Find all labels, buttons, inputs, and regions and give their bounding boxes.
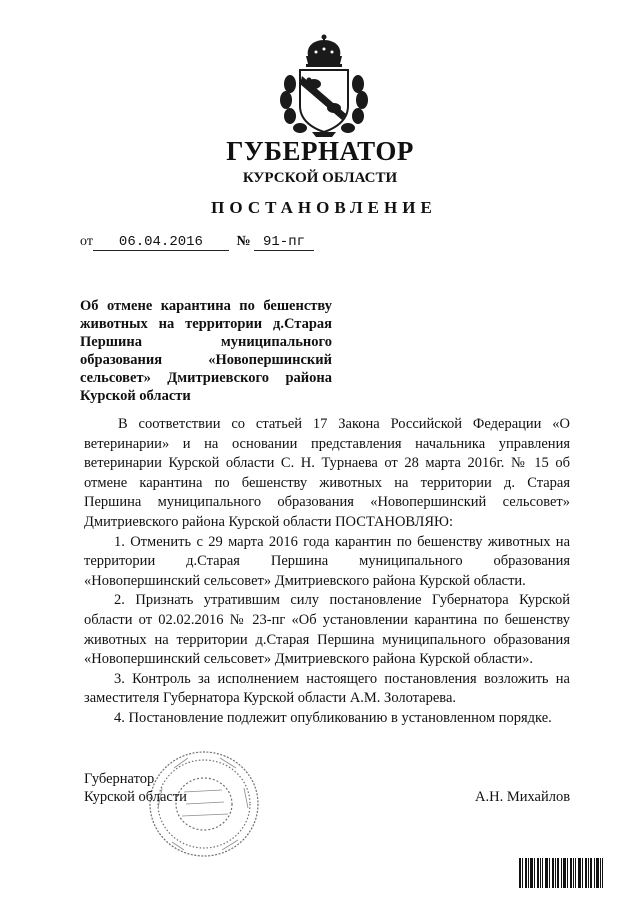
body-line: 4. Постановление подлежит опубликованию в установленном порядке. <box>114 709 552 726</box>
body-line: В соответствии со статьей 17 Закона Российской Федерации «О <box>118 416 570 432</box>
signatory-title-line: Губернатор <box>84 771 155 787</box>
signatory-title <box>84 770 187 806</box>
body-line: области от 02.02.2016 № 23-пг «Об установлении карантина по бешенству <box>84 611 570 628</box>
subject-line: образования «Новопершинский <box>80 352 332 368</box>
item-2-paragraph <box>84 591 570 669</box>
body-line: заместителя Губернатора Курской области А.М. Золотарева. <box>84 690 457 707</box>
subject-line: Першина муниципального <box>80 334 332 350</box>
document-authority-heading: ГУБЕРНАТОР <box>226 136 414 166</box>
body-line: Першина муниципального образования «Новопершинский сельсовет» <box>84 494 570 511</box>
item-4-paragraph <box>84 709 570 729</box>
date-prefix: от <box>80 234 93 249</box>
preamble-paragraph <box>84 415 570 533</box>
signatory-name: А.Н. Михайлов <box>475 789 571 805</box>
document-region-heading: КУРСКОЙ ОБЛАСТИ <box>242 170 398 186</box>
item-1-paragraph <box>84 533 570 592</box>
body-line: 1. Отменить с 29 марта 2016 года карантин по бешенству животных на <box>114 533 570 550</box>
document-type-heading: ПОСТАНОВЛЕНИЕ <box>211 198 437 217</box>
item-3-paragraph <box>84 670 570 709</box>
body-line: ветеринарии Курской области С. Н. Турнаева от 28 марта 2016г. № 15 об <box>84 455 570 472</box>
body-line: «Новопершинский сельсовет» Дмитриевского района Курской области». <box>84 651 534 668</box>
subject-line: животных на территории д.Старая <box>80 316 332 332</box>
date-number-line <box>80 234 314 251</box>
coat-of-arms-emblem <box>276 34 372 138</box>
body-line: 2. Признать утратившим силу постановление Губернатора Курской <box>114 592 570 609</box>
document-barcode <box>519 858 603 888</box>
number-prefix: № <box>236 234 251 249</box>
subject-line: Об отмене карантина по бешенству <box>80 298 332 314</box>
body-line: 3. Контроль за исполнением настоящего постановления возложить на <box>114 670 570 687</box>
signatory-title-line: Курской области <box>84 789 187 805</box>
subject-line: Курской области <box>80 388 191 404</box>
body-line: животных на территории д.Старая Першина муниципального образования <box>84 631 570 648</box>
body-line: отмене карантина по бешенству животных на территории д. Старая <box>84 474 570 491</box>
subject-line: сельсовет» Дмитриевского района <box>80 370 332 386</box>
decree-number: 91-пг <box>254 234 314 251</box>
body-line: территории д.Старая Першина муниципального образования <box>84 553 570 570</box>
body-line: ветеринарии» и на основании представления начальника управления <box>84 435 570 452</box>
body-line: Дмитриевского района Курской области ПОСТАНОВЛЯЮ: <box>84 513 453 530</box>
decree-subject <box>80 297 332 405</box>
body-line: «Новопершинский сельсовет» Дмитриевского района Курской области. <box>84 572 526 589</box>
decree-date: 06.04.2016 <box>93 234 229 251</box>
decree-body <box>84 415 570 729</box>
